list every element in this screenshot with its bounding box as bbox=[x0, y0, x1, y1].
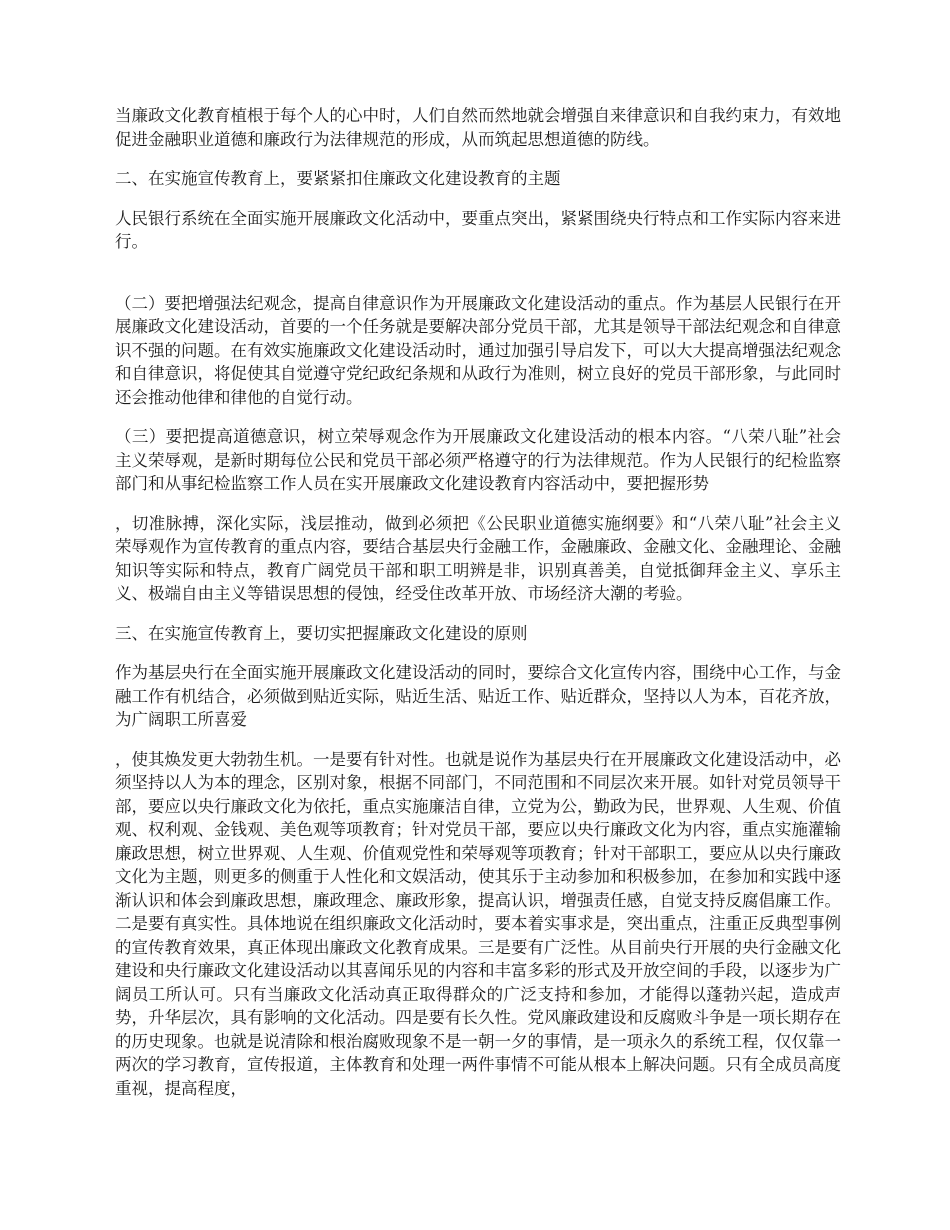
paragraph-section-3-continued: ，使其焕发更大勃勃生机。一是要有针对性。也就是说作为基层央行在开展廉政文化建设活动中，必须坚持以人为本的理念，区别对象，根据不同部门，不同范围和不同层次来开展。如针对党员领导干部，要应以央行廉政文化为依托，重点实施廉洁自律，立党为公，勤政为民，世界观、人生观、价值观、权利观、金钱观、美色观等项教育；针对党员干部，要应以央行廉政文化为内容，重点实施灌输廉政思想，树立世界观、人生观、价值观党性和荣辱观等项教育；针对干部职工，要应从以央行廉政文化为主题，则更多的侧重于人性化和文娱活动，使其乐于主动参加和积极参加，在参加和实践中逐渐认识和体会到廉政思想，廉政理念、廉政形象，提高认识，增强责任感，自觉支持反腐倡廉工作。二是要有真实性。具体地说在组织廉政文化活动时，要本着实事求是，突出重点，注重正反典型事例的宣传教育效果，真正体现出廉政文化教育成果。三是要有广泛性。从目前央行开展的央行金融文化建设和央行廉政文化建设活动以其喜闻乐见的内容和丰富多彩的形式及开放空间的手段，以逐步为广阔员工所认可。只有当廉政文化活动真正取得群众的广泛支持和参加，才能得以蓬勃兴起，造成声势，升华层次，具有影响的文化活动。四是要有长久性。党风廉政建设和反腐败斗争是一项长期存在的历史现象。也就是说清除和根治腐败现象不是一朝一夕的事情，是一项永久的系统工程，仅仅靠一两次的学习教育，宣传报道，主体教育和处理一两件事情不可能从根本上解决问题。只有全成员高度重视，提高程度， bbox=[115, 749, 841, 1098]
section-heading-3: 三、在实施宣传教育上，要切实把握廉政文化建设的原则 bbox=[115, 623, 528, 643]
paragraph-item-3-continued: ，切准脉搏，深化实际，浅层推动，做到必须把《公民职业道德实施纲要》和“八荣八耻”社会主义荣辱观作为宣传教育的重点内容，要结合基层央行金融工作，金融廉政、金融文化、金融理论、金融知识等实际和特点，教育广阔党员干部和职工明辨是非，识别真善美，自觉抵御拜金主义、享乐主义、极端自由主义等错误思想的侵蚀，经受住改革开放、市场经济大潮的考验。 bbox=[115, 513, 841, 603]
paragraph-section-3: 作为基层央行在全面实施开展廉政文化建设活动的同时，要综合文化宣传内容，围绕中心工作，与金融工作有机结合，必须做到贴近实际，贴近生活、贴近工作、贴近群众，坚持以人为本，百花齐放，为广阔职工所喜爱 bbox=[115, 663, 841, 729]
paragraph-intro: 当廉政文化教育植根于每个人的心中时，人们自然而然地就会增强自来律意识和自我约束力，有效地促进金融职业道德和廉政行为法律规范的形成，从而筑起思想道德的防线。 bbox=[115, 106, 841, 149]
paragraph-item-2: （二）要把增强法纪观念，提高自律意识作为开展廉政文化建设活动的重点。作为基层人民银行在开展廉政文化建设活动，首要的一个任务就是要解决部分党员干部，尤其是领导干部法纪观念和自律意识不强的问题。在有效实施廉政文化建设活动时，通过加强引导启发下，可以大大提高增强法纪观念和自律意识，将促使其自觉遵守党纪政纪条规和从政行为准则，树立良好的党员干部形象，与此同时还会推动他律和律他的自觉行动。 bbox=[115, 293, 841, 407]
paragraph-item-3: （三）要把提高道德意识，树立荣辱观念作为开展廉政文化建设活动的根本内容。“八荣八耻”社会主义荣辱观，是新时期每位公民和党员干部必须严格遵守的行为法律规范。作为人民银行的纪检监察部门和从事纪检监察工作人员在实开展廉政文化建设教育内容活动中，要把握形势 bbox=[115, 427, 841, 493]
paragraph-section-2: 人民银行系统在全面实施开展廉政文化活动中，要重点突出，紧紧围绕央行特点和工作实际内容来进行。 bbox=[115, 208, 841, 251]
section-heading-2: 二、在实施宣传教育上，要紧紧扣住廉政文化建设教育的主题 bbox=[115, 169, 561, 188]
document-body bbox=[115, 104, 841, 1116]
